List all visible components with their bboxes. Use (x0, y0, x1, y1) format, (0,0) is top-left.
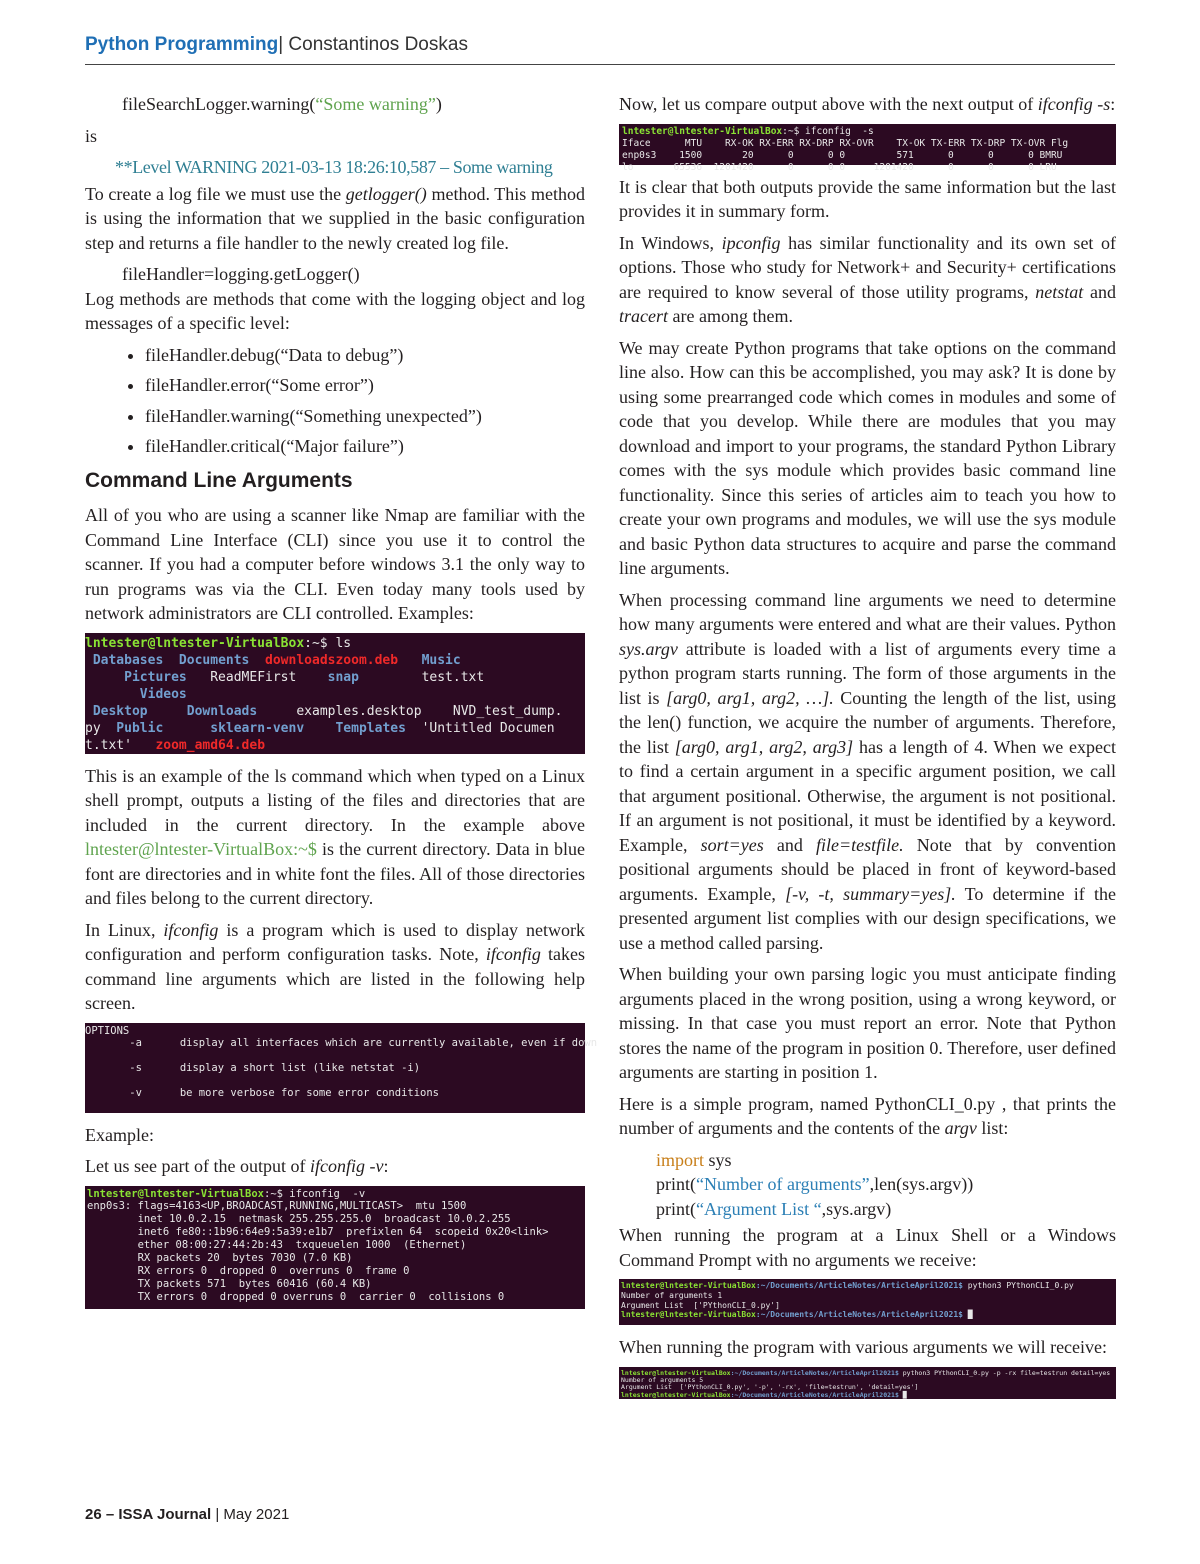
paragraph-parsing-logic: When building your own parsing logic you must anticipate finding arguments placed in the wrong position, using a wrong keyword, or missing. In that case you must report an error. Note that Python stores the name of the program in position 0. Therefore, user defined arguments are starting in position 1. (619, 964, 1116, 1082)
author-name: Constantinos Doskas (283, 34, 468, 55)
code-warning-call: fileSearchLogger.warning(“Some warning”) (122, 94, 442, 114)
log-methods-list (85, 343, 585, 459)
running-header (85, 34, 468, 56)
paragraph-cli-intro: All of you who are using a scanner like Nmap are familiar with the Command Line Interface (CLI) since you use it to control the scanner. If you had a computer before windows 3.1 the only way to run programs was via the CLI. Even today many tools used by network administrators are CLI controlled. Examples: (85, 505, 585, 623)
paragraph-ifconfig-v: Let us see part of the output of ifconfig -v: (85, 1156, 389, 1176)
terminal-cli-no-args-screenshot: lntester@lntester-VirtualBox:~/Documents/ArticleNotes/ArticleApril2021$ python3 PYthonCLI_0.py Number of arguments 1 Argument List ['PYthonCLI_0.py'] lntester@lntester-VirtualBox:~/Documents/ArticleNotes/ArticleApril2021$ █ (619, 1279, 1116, 1325)
paragraph-sys-argv: When processing command line arguments we need to determine how many arguments were entered and what are their values. Python sys.argv attribute is loaded with a list of arguments every time a python program starts running. The form of those arguments in the list is [arg0, arg1, arg2, …]. Counting the length of the list, using the len() function, we acquire the number of arguments. Therefore, the list [arg0, arg1, arg2, arg3] has a length of 4. When we expect to find a certain argument in a specific argument position, we call that argument positional. Otherwise, the argument is not positional. If an argument is not positional, it must be identified by a keyword. Example, sort=yes and file=testfile. Note that by convention positional arguments should be placed in front of keyword-based arguments. Example, [-v, -t, summary=yes]. To determine if the presented argument list complies with our design specifications, we use a method called parsing. (619, 589, 1117, 953)
paragraph-python-options: We may create Python programs that take options on the command line also. How can this be accomplished, you may ask? It is done by using some prearranged code which comes in modules and some of code that you develop. While there are modules that you may download and import to your programs, the standard Python Library comes with the sys module which provides basic command line functionality. Since this series of articles aim to teach you how to create your own programs and modules, we will use the sys module and basic Python data structures to acquire and parse the command line arguments. (619, 337, 1116, 578)
paragraph-windows: In Windows, ipconfig has similar functionality and its own set of options. Those who study for Network+ and Security+ certifications are required to know several of those utility programs, netstat and tracert are among them. (619, 232, 1116, 326)
code-line: print(“Argument List “,sys.argv) (656, 1198, 892, 1219)
terminal-ifconfig-v-screenshot: lntester@lntester-VirtualBox:~$ ifconfig -v enp0s3: flags=4163<UP,BROADCAST,RUNNING,MULTICAST> mtu 1500 inet 10.0.2.15 netmask 255.255.255.0 broadcast 10.0.2.255 inet6 fe80::1b96:64e9:5a39:e1b7 prefixlen 64 scopeid 0x20<link> ether 08:00:27:44:2b:43 txqueuelen 1000 (Ethernet) RX packets 20 bytes 7030 (7.0 KB) RX errors 0 dropped 0 overruns 0 frame 0 TX packets 571 bytes 60416 (60.4 KB) TX errors 0 dropped 0 overruns 0 carrier 0 collisions 0 (85, 1186, 585, 1309)
paragraph-ifconfig: In Linux, ifconfig is a program which is used to display network configuration and perform configuration tasks. Note, ifconfig takes command line arguments which are listed in the following help screen. (85, 919, 586, 1013)
list-item: • fileHandler.debug(“Data to debug”) (145, 343, 585, 368)
terminal-ls-screenshot: lntester@lntester-VirtualBox:~$ ls Databases Documents downloadszoom.deb Music Pictures ReadMEFirst snap test.txt Videos Desktop Downloads examples.desktop NVD_test_dump. py Public sklearn-venv Templates 'Untitled Documen t.txt' zoom_amd64.deb (85, 633, 585, 754)
page-number: 26 – ISSA Journal (85, 1506, 212, 1523)
footer-separator: | (211, 1506, 224, 1523)
list-item: • fileHandler.warning(“Something unexpected”) (145, 404, 585, 429)
paragraph-compare: Now, let us compare output above with the next output of ifconfig -s: (619, 94, 1116, 114)
page-footer (85, 1506, 289, 1523)
right-column (619, 92, 1116, 1409)
left-column (85, 92, 598, 1319)
section-heading: Command Line Arguments (85, 468, 353, 492)
code-filehandler: fileHandler=logging.getLogger() (122, 264, 360, 284)
terminal-ifconfig-s-screenshot: lntester@lntester-VirtualBox:~$ ifconfig -s Iface MTU RX-OK RX-ERR RX-DRP RX-OVR TX-OK TX-ERR TX-DRP TX-OVR Flg enp0s3 1500 20 0 0 0 571 0 0 0 BMRU lo 65536 1201420 0 0 0 1201420 0 0 0 LRU (619, 124, 1116, 165)
paragraph-is: is (85, 125, 98, 146)
paragraph-getlogger: To create a log file we must use the getlogger() method. This method is using the information that we supplied in the basic configuration step and returns a file handler to the newly created log file. (85, 183, 585, 253)
code-block (619, 1148, 1116, 1222)
header-rule (85, 64, 1115, 65)
terminal-cli-args-screenshot: lntester@lntester-VirtualBox:~/Documents/ArticleNotes/ArticleApril2021$ python3 PYthonCLI_0.py -p -rx file=testrun detail=yes Number of arguments 5 Argument List ['PYthonCLI_0.py', '-p', '-rx', 'file=testrun', 'detail=yes'] lntester@lntester-VirtualBox:~/Documents/ArticleNotes/ArticleApril2021$ █ (619, 1367, 1116, 1399)
warning-output: **Level WARNING 2021-03-13 18:26:10,587 – Some warning (115, 157, 553, 177)
code-line: import sys (656, 1149, 732, 1170)
issue-date: May 2021 (223, 1506, 290, 1523)
paragraph-log-methods: Log methods are methods that come with the logging object and log messages of a specific level: (85, 288, 585, 333)
paragraph-ls-explanation: This is an example of the ls command which when typed on a Linux shell prompt, outputs a listing of the files and directories that are included in the current directory. In the example above lntester@lntester-VirtualBox:~$ is the current directory. Data in blue font are directories and in white font the files. All of those directories and files belong to the current directory. (85, 765, 585, 908)
paragraph-example: Example: (85, 1124, 154, 1145)
paragraph-no-args: When running the program at a Linux Shell or a Windows Command Prompt with no arguments we receive: (619, 1225, 1116, 1270)
header-separator: | (278, 34, 284, 55)
terminal-options-screenshot: OPTIONS -a display all interfaces which are currently available, even if down -s display a short list (like netstat -i) -v be more verbose for some error conditions (85, 1023, 585, 1113)
code-line: print(“Number of arguments”,len(sys.argv)) (656, 1174, 974, 1194)
series-title: Python Programming (85, 34, 279, 55)
list-item: • fileHandler.critical(“Major failure”) (145, 434, 585, 459)
list-item: • fileHandler.error(“Some error”) (145, 373, 585, 398)
paragraph-with-args: When running the program with various arguments we will receive: (619, 1337, 1108, 1357)
paragraph-summary: It is clear that both outputs provide the same information but the last provides it in summary form. (619, 176, 1116, 221)
paragraph-simple-program: Here is a simple program, named PythonCLI_0.py , that prints the number of arguments and the contents of the argv list: (619, 1093, 1116, 1138)
